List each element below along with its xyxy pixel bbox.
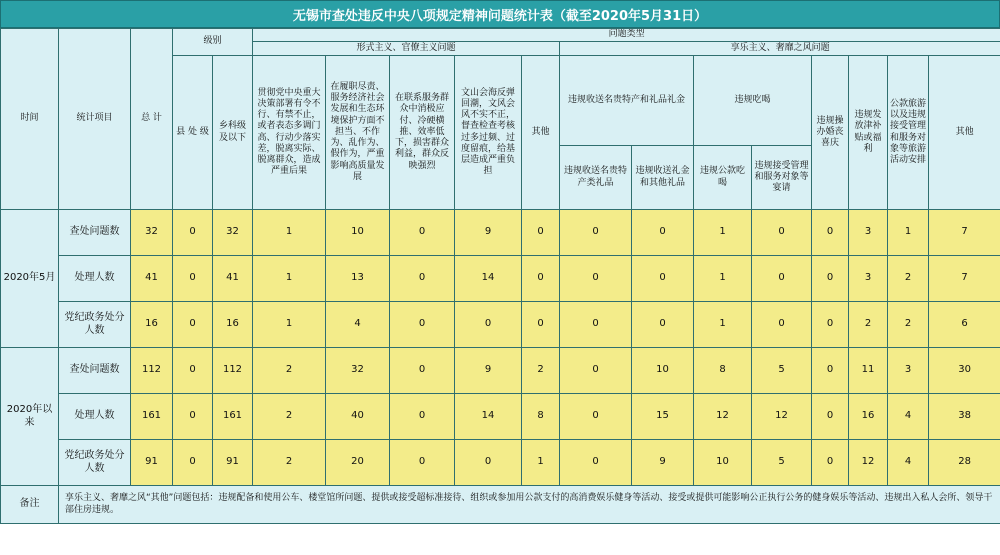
value-cell: 5	[752, 440, 812, 486]
value-cell: 20	[326, 440, 390, 486]
value-cell: 1	[253, 210, 326, 256]
value-cell: 13	[326, 256, 390, 302]
value-cell: 12	[752, 394, 812, 440]
value-cell: 0	[390, 394, 455, 440]
value-cell: 16	[131, 302, 173, 348]
value-cell: 2	[522, 348, 560, 394]
value-cell: 91	[213, 440, 253, 486]
header-total: 总 计	[131, 29, 173, 210]
value-cell: 2	[888, 256, 929, 302]
value-cell: 1	[694, 302, 752, 348]
value-cell: 8	[694, 348, 752, 394]
value-cell: 7	[929, 210, 1000, 256]
value-cell: 9	[455, 348, 522, 394]
header-problem-type: 问题类型	[253, 29, 1000, 42]
value-cell: 2	[849, 302, 888, 348]
period-label: 2020年5月	[1, 210, 59, 348]
header-formalism-1: 贯彻党中央重大决策部署有令不行、有禁不止，或者表态多调门高、行动少落实差，脱离实际、脱离群众，造成严重后果	[253, 56, 326, 210]
value-cell: 7	[929, 256, 1000, 302]
value-cell: 0	[752, 302, 812, 348]
value-cell: 0	[812, 440, 849, 486]
value-cell: 6	[929, 302, 1000, 348]
value-cell: 0	[632, 210, 694, 256]
header-hedonism-gift-1: 违规收送名贵特产类礼品	[560, 146, 632, 210]
value-cell: 0	[560, 256, 632, 302]
value-cell: 5	[752, 348, 812, 394]
value-cell: 0	[522, 256, 560, 302]
value-cell: 14	[455, 394, 522, 440]
value-cell: 16	[849, 394, 888, 440]
value-cell: 161	[131, 394, 173, 440]
value-cell: 0	[173, 348, 213, 394]
header-hedonism-gift-2: 违规收送礼金和其他礼品	[632, 146, 694, 210]
header-formalism: 形式主义、官僚主义问题	[253, 42, 560, 56]
remark-text: 享乐主义、奢靡之风“其他”问题包括：违规配备和使用公车、楼堂馆所问题、提供或接受超标准接待、组织或参加用公款支付的高消费娱乐健身等活动、接受或提供可能影响公正执行公务的健身娱乐等活动、违规出入私人会所、领导干部住房违规。	[59, 486, 1000, 524]
header-hedonism-eat-2: 违规接受管理和服务对象等宴请	[752, 146, 812, 210]
value-cell: 41	[213, 256, 253, 302]
value-cell: 12	[849, 440, 888, 486]
value-cell: 0	[390, 440, 455, 486]
value-cell: 2	[888, 302, 929, 348]
value-cell: 3	[849, 256, 888, 302]
value-cell: 0	[632, 302, 694, 348]
value-cell: 40	[326, 394, 390, 440]
header-formalism-3: 在联系服务群众中消极应付、冷硬横推、效率低下，损害群众利益，群众反映强烈	[390, 56, 455, 210]
value-cell: 9	[632, 440, 694, 486]
header-hedonism-eat: 违规吃喝	[694, 56, 812, 146]
value-cell: 10	[632, 348, 694, 394]
row-label: 查处问题数	[59, 210, 131, 256]
header-hedonism-subsidy: 违规发放津补贴或福利	[849, 56, 888, 210]
row-label: 党纪政务处分人数	[59, 440, 131, 486]
value-cell: 4	[888, 440, 929, 486]
value-cell: 0	[390, 256, 455, 302]
remark-label: 备注	[1, 486, 59, 524]
value-cell: 8	[522, 394, 560, 440]
value-cell: 0	[173, 210, 213, 256]
value-cell: 0	[173, 440, 213, 486]
value-cell: 0	[390, 210, 455, 256]
value-cell: 0	[632, 256, 694, 302]
header-time: 时间	[1, 29, 59, 210]
header-hedonism-other: 其他	[929, 56, 1000, 210]
table-row	[1, 440, 1000, 486]
period-label: 2020年以来	[1, 348, 59, 486]
header-item: 统计项目	[59, 29, 131, 210]
statistics-table	[0, 28, 1000, 524]
value-cell: 0	[560, 348, 632, 394]
value-cell: 0	[560, 394, 632, 440]
header-hedonism-eat-1: 违规公款吃喝	[694, 146, 752, 210]
value-cell: 0	[812, 302, 849, 348]
value-cell: 0	[560, 302, 632, 348]
header-level: 级别	[173, 29, 253, 56]
value-cell: 0	[812, 256, 849, 302]
value-cell: 0	[173, 256, 213, 302]
table-row	[1, 302, 1000, 348]
value-cell: 2	[253, 394, 326, 440]
value-cell: 0	[522, 210, 560, 256]
header-hedonism: 享乐主义、奢靡之风问题	[560, 42, 1000, 56]
header-formalism-2: 在履职尽责、服务经济社会发展和生态环境保护方面不担当、不作为、乱作为、假作为，严重影响高质量发展	[326, 56, 390, 210]
value-cell: 10	[694, 440, 752, 486]
value-cell: 1	[694, 210, 752, 256]
value-cell: 1	[888, 210, 929, 256]
value-cell: 0	[812, 210, 849, 256]
value-cell: 28	[929, 440, 1000, 486]
value-cell: 0	[455, 302, 522, 348]
value-cell: 0	[752, 210, 812, 256]
table-row	[1, 210, 1000, 256]
row-label: 处理人数	[59, 256, 131, 302]
value-cell: 0	[390, 348, 455, 394]
value-cell: 112	[131, 348, 173, 394]
row-label: 查处问题数	[59, 348, 131, 394]
header-hedonism-gift: 违规收送名贵特产和礼品礼金	[560, 56, 694, 146]
value-cell: 91	[131, 440, 173, 486]
value-cell: 12	[694, 394, 752, 440]
value-cell: 0	[522, 302, 560, 348]
value-cell: 4	[326, 302, 390, 348]
value-cell: 0	[173, 394, 213, 440]
header-formalism-4: 文山会海反弹回潮，文风会风不实不正，督查检查考核过多过频、过度留痕，给基层造成严重负担	[455, 56, 522, 210]
value-cell: 3	[888, 348, 929, 394]
header-township: 乡科级及以下	[213, 56, 253, 210]
value-cell: 2	[253, 348, 326, 394]
value-cell: 0	[812, 348, 849, 394]
value-cell: 32	[131, 210, 173, 256]
table-row	[1, 256, 1000, 302]
value-cell: 1	[253, 256, 326, 302]
table-row	[1, 348, 1000, 394]
value-cell: 14	[455, 256, 522, 302]
value-cell: 2	[253, 440, 326, 486]
value-cell: 9	[455, 210, 522, 256]
header-county: 县 处 级	[173, 56, 213, 210]
value-cell: 38	[929, 394, 1000, 440]
value-cell: 16	[213, 302, 253, 348]
value-cell: 1	[522, 440, 560, 486]
value-cell: 0	[173, 302, 213, 348]
value-cell: 15	[632, 394, 694, 440]
value-cell: 4	[888, 394, 929, 440]
value-cell: 10	[326, 210, 390, 256]
value-cell: 0	[560, 440, 632, 486]
row-label: 处理人数	[59, 394, 131, 440]
header-hedonism-travel: 公款旅游以及违规接受管理和服务对象等旅游活动安排	[888, 56, 929, 210]
value-cell: 30	[929, 348, 1000, 394]
row-label: 党纪政务处分人数	[59, 302, 131, 348]
table-title: 无锡市查处违反中央八项规定精神问题统计表（截至2020年5月31日）	[0, 0, 1000, 28]
value-cell: 32	[326, 348, 390, 394]
value-cell: 1	[253, 302, 326, 348]
header-formalism-other: 其他	[522, 56, 560, 210]
value-cell: 41	[131, 256, 173, 302]
value-cell: 0	[455, 440, 522, 486]
value-cell: 0	[560, 210, 632, 256]
value-cell: 112	[213, 348, 253, 394]
value-cell: 1	[694, 256, 752, 302]
table-row	[1, 394, 1000, 440]
value-cell: 32	[213, 210, 253, 256]
value-cell: 0	[752, 256, 812, 302]
header-hedonism-wedding: 违规操办婚丧喜庆	[812, 56, 849, 210]
value-cell: 161	[213, 394, 253, 440]
value-cell: 3	[849, 210, 888, 256]
value-cell: 0	[390, 302, 455, 348]
value-cell: 11	[849, 348, 888, 394]
value-cell: 0	[812, 394, 849, 440]
